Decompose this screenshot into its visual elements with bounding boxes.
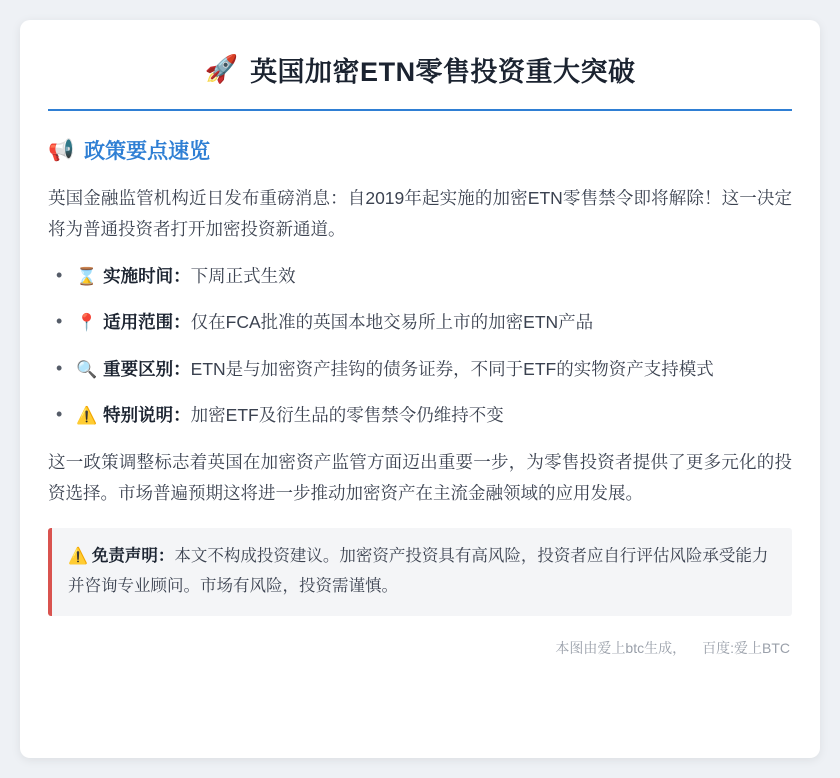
list-item xyxy=(48,308,792,336)
section-heading-text: 政策要点速览 xyxy=(84,140,211,163)
warning-icon: ⚠️ xyxy=(76,405,98,425)
location-pin-icon: 📍 xyxy=(76,313,98,333)
title-divider xyxy=(48,109,792,111)
page-title-text: 英国加密ETN零售投资重大突破 xyxy=(250,57,636,87)
magnifier-icon: 🔍 xyxy=(76,359,98,379)
footer-right-text: 百度:爱上BTC xyxy=(702,639,790,656)
list-item-label: 适用范围： xyxy=(103,312,191,333)
hourglass-icon: ⌛ xyxy=(76,267,98,287)
disclaimer-box xyxy=(48,528,792,615)
closing-paragraph: 这一政策调整标志着英国在加密资产监管方面迈出重要一步，为零售投资者提供了更多元化的投资选择。市场普遍预期这将进一步推动加密资产在主流金融领域的应用发展。 xyxy=(48,452,792,503)
list-item xyxy=(48,401,792,429)
disclaimer-label: 免责声明： xyxy=(91,547,175,566)
footer-left-text: 本图由爱上btc生成， xyxy=(555,639,687,656)
list-item xyxy=(48,355,792,383)
page-title xyxy=(48,50,792,109)
list-item-body: 下周正式生效 xyxy=(190,266,296,287)
disclaimer-text xyxy=(68,542,774,601)
disclaimer-body: 本文不构成投资建议。加密资产投资具有高风险，投资者应自行评估风险承受能力并咨询专业顾问。市场有风险，投资需谨慎。 xyxy=(68,547,769,596)
list-item-label: 实施时间： xyxy=(103,266,191,287)
list-item-body: ETN是与加密资产挂钩的债务证券，不同于ETF的实物资产支持模式 xyxy=(190,358,714,379)
section-heading xyxy=(48,135,792,165)
rocket-icon: 🚀 xyxy=(204,54,239,84)
footer-credit xyxy=(48,638,792,658)
megaphone-icon: 📢 xyxy=(48,138,75,162)
intro-paragraph: 英国金融监管机构近日发布重磅消息：自2019年起实施的加密ETN零售禁令即将解除！这一决定将为普通投资者打开加密投资新通道。 xyxy=(48,188,792,239)
warning-icon: ⚠️ xyxy=(68,548,88,566)
list-item-label: 特别说明： xyxy=(103,404,191,425)
key-points-list xyxy=(48,262,792,429)
list-item-label: 重要区别： xyxy=(103,358,191,379)
info-card xyxy=(20,20,820,758)
list-item-body: 仅在FCA批准的英国本地交易所上市的加密ETN产品 xyxy=(190,312,594,333)
list-item-body: 加密ETF及衍生品的零售禁令仍维持不变 xyxy=(190,404,504,425)
list-item xyxy=(48,262,792,290)
